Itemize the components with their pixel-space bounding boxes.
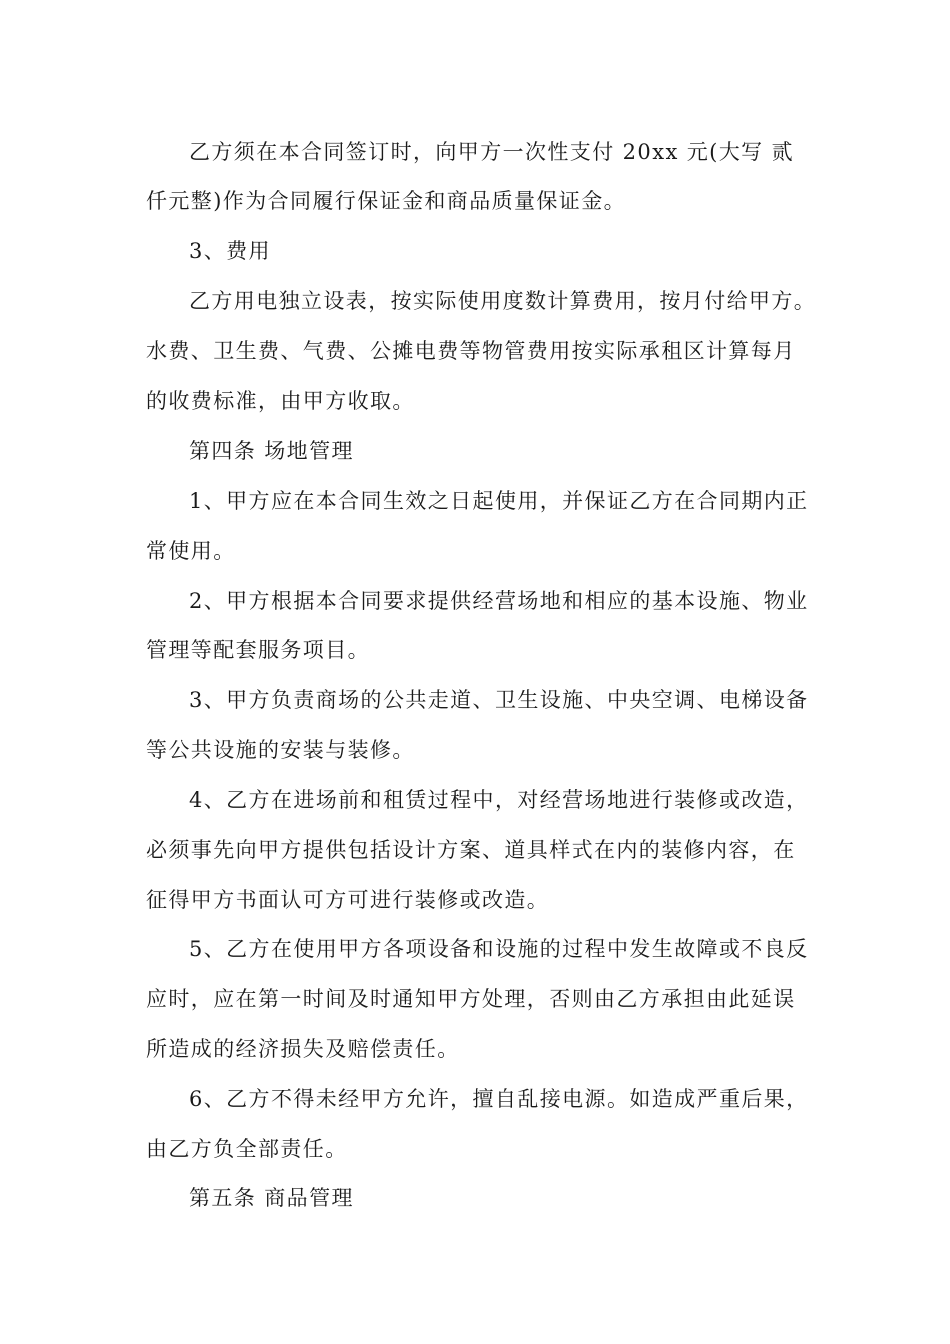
text-line: 1、甲方应在本合同生效之日起使用，并保证乙方在合同期内正 <box>189 489 809 513</box>
text-line: 4、乙方在进场前和租赁过程中，对经营场地进行装修或改造， <box>189 788 809 812</box>
text-line: 管理等配套服务项目。 <box>146 638 370 662</box>
text-line: 必须事先向甲方提供包括设计方案、道具样式在内的装修内容，在 <box>146 838 796 862</box>
text-line: 乙方用电独立设表，按实际使用度数计算费用，按月付给甲方。 <box>189 289 817 313</box>
article-heading: 第四条 场地管理 <box>189 439 354 463</box>
text-line: 乙方须在本合同签订时，向甲方一次性支付 20xx 元(大写 贰 <box>189 140 795 164</box>
text-line: 应时，应在第一时间及时通知甲方处理，否则由乙方承担由此延误 <box>146 987 796 1011</box>
text-line: 2、甲方根据本合同要求提供经营场地和相应的基本设施、物业 <box>189 589 809 613</box>
text-line: 水费、卫生费、气费、公摊电费等物管费用按实际承租区计算每月 <box>146 339 796 363</box>
text-line: 常使用。 <box>146 539 236 563</box>
text-line: 的收费标准，由甲方收取。 <box>146 389 415 413</box>
text-line: 5、乙方在使用甲方各项设备和设施的过程中发生故障或不良反 <box>189 937 809 961</box>
section-heading: 3、费用 <box>189 239 271 263</box>
text-line: 由乙方负全部责任。 <box>146 1137 348 1161</box>
text-line: 3、甲方负责商场的公共走道、卫生设施、中央空调、电梯设备 <box>189 688 809 712</box>
article-heading: 第五条 商品管理 <box>189 1186 354 1210</box>
text-line: 仟元整)作为合同履行保证金和商品质量保证金。 <box>146 189 626 213</box>
text-line: 所造成的经济损失及赔偿责任。 <box>146 1037 460 1061</box>
text-line: 等公共设施的安装与装修。 <box>146 738 415 762</box>
text-line: 6、乙方不得未经甲方允许，擅自乱接电源。如造成严重后果， <box>189 1087 809 1111</box>
text-line: 征得甲方书面认可方可进行装修或改造。 <box>146 888 550 912</box>
